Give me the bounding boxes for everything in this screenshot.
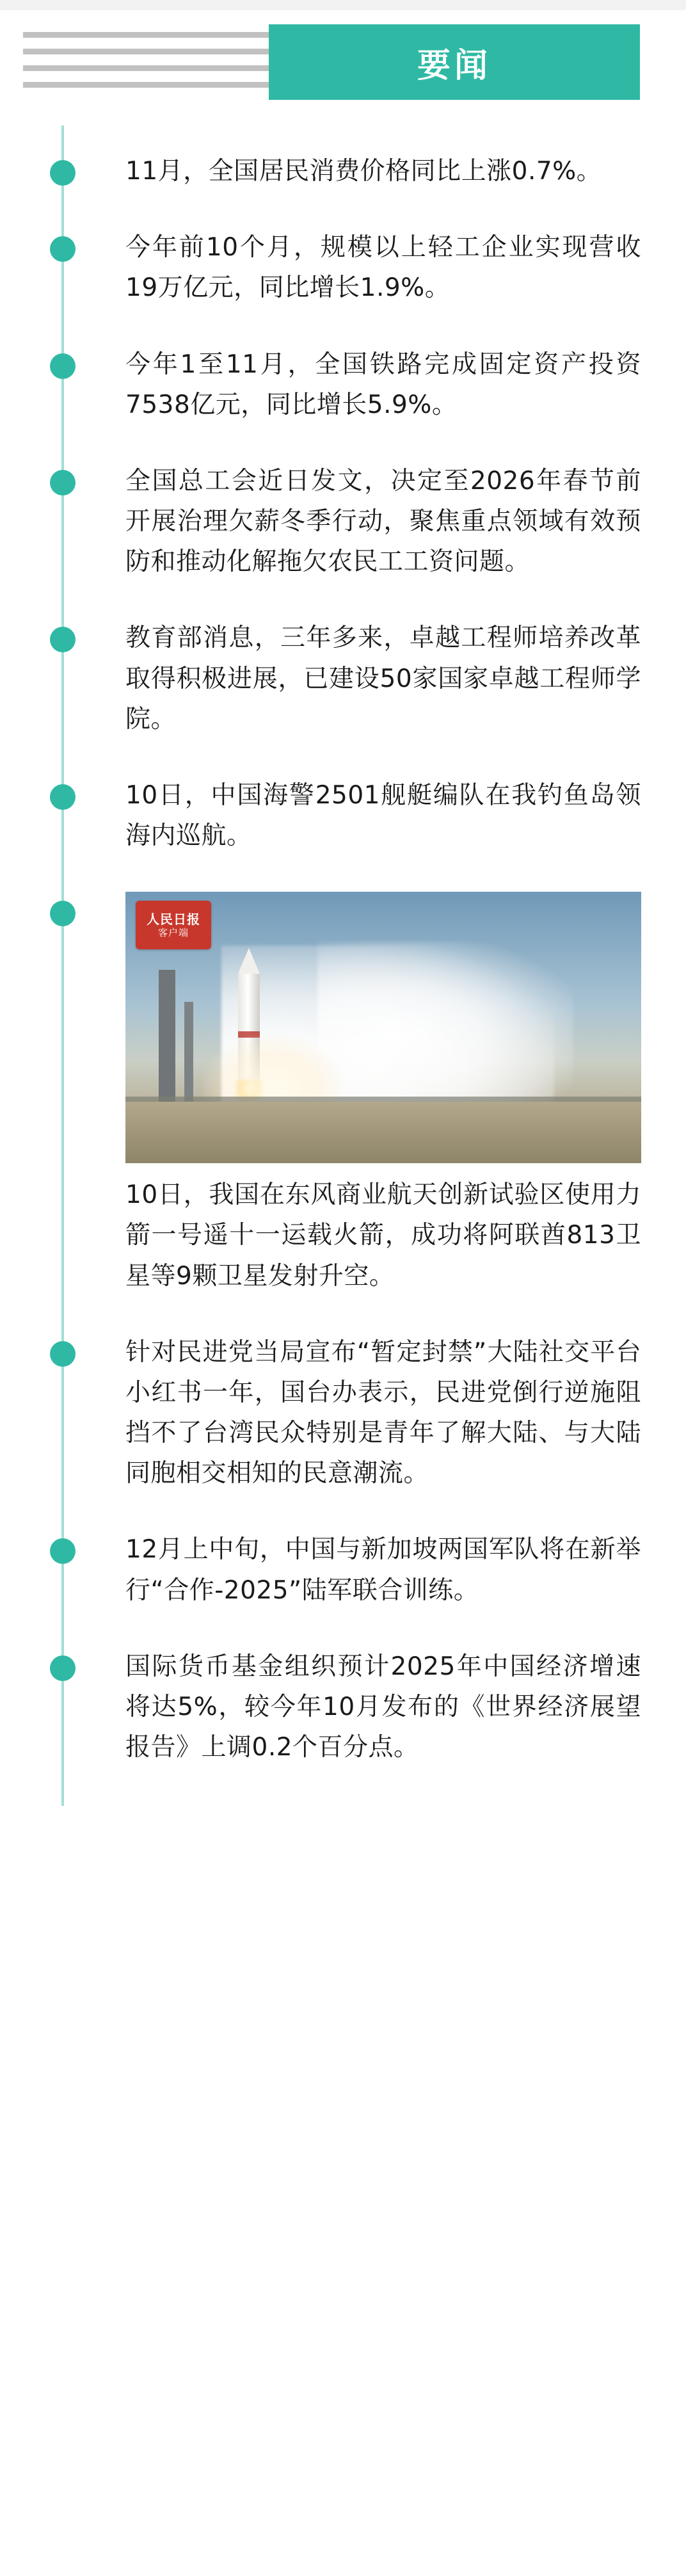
news-item-text: 今年1至11月，全国铁路完成固定资产投资7538亿元，同比增长5.9%。 <box>125 350 641 419</box>
news-item-text: 针对民进党当局宣布“暂定封禁”大陆社交平台小红书一年，国台办表示，民进党倒行逆施阻挡不了台湾民众特别是青年了解大陆、与大陆同胞相交相知的民意潮流。 <box>125 1337 641 1488</box>
news-item-text: 10日，我国在东风商业航天创新试验区使用力箭一号遥十一运载火箭，成功将阿联酋813卫星等9颗卫星发射升空。 <box>125 1180 641 1291</box>
news-item <box>0 1529 686 1610</box>
news-item <box>0 151 686 191</box>
header-stripe <box>23 49 292 54</box>
timeline-dot-icon <box>50 1538 76 1564</box>
watermark-sub-text: 客户端 <box>157 926 189 938</box>
news-item-text: 教育部消息，三年多来，卓越工程师培养改革取得积极进展，已建设50家国家卓越工程师学院。 <box>125 624 641 734</box>
news-item <box>0 344 686 425</box>
news-item-text: 11月，全国居民消费价格同比上涨0.7%。 <box>125 157 602 186</box>
header-stripe <box>23 65 292 71</box>
timeline-dot-icon <box>50 1341 76 1367</box>
timeline-dot-icon <box>50 353 76 379</box>
news-item-with-photo <box>0 892 686 1296</box>
timeline-dot-icon <box>50 160 76 186</box>
header-stripe <box>23 82 292 88</box>
news-item <box>0 461 686 583</box>
news-item <box>0 618 686 739</box>
exhaust-plume <box>317 942 573 1102</box>
timeline-dot-icon <box>50 236 76 262</box>
news-item-text: 10日，中国海警2501舰艇编队在我钓鱼岛领海内巡航。 <box>125 780 641 851</box>
watermark-main-text: 人民日报 <box>147 911 200 927</box>
desert-ground <box>125 1102 641 1163</box>
news-item-text: 国际货币基金组织预计2025年中国经济增速将达5%，较今年10月发布的《世界经济展望报告》上调0.2个百分点。 <box>125 1652 641 1762</box>
news-item <box>0 1332 686 1494</box>
news-item <box>0 227 686 308</box>
horizon-line <box>125 1097 641 1102</box>
timeline-dot-icon <box>50 1655 76 1681</box>
header-top-divider <box>0 0 686 10</box>
section-title-badge <box>269 24 640 100</box>
timeline-dot-icon <box>50 627 76 652</box>
timeline-dot-icon <box>50 784 76 810</box>
timeline-dot-icon <box>50 470 76 495</box>
launch-tower <box>184 1002 193 1104</box>
timeline-dot-icon <box>50 901 76 926</box>
launch-tower <box>159 970 175 1104</box>
header-stripe-decoration <box>23 28 292 99</box>
header-stripe <box>23 32 292 38</box>
news-item-text: 今年前10个月，规模以上轻工企业实现营收19万亿元，同比增长1.9%。 <box>125 233 641 303</box>
publisher-watermark-logo <box>136 901 211 949</box>
news-photo[interactable] <box>125 892 641 1163</box>
news-item <box>0 1646 686 1768</box>
news-item-text: 全国总工会近日发文，决定至2026年春节前开展治理欠薪冬季行动，聚焦重点领域有效预防和推动化解拖欠农民工工资问题。 <box>125 466 641 577</box>
rocket-nose <box>238 948 260 974</box>
page-title: 要闻 <box>417 46 491 85</box>
rocket-launch-photo <box>125 892 641 1163</box>
page-header <box>0 0 686 125</box>
news-timeline <box>0 125 686 1806</box>
news-item-text: 12月上中旬，中国与新加坡两国军队将在新举行“合作-2025”陆军联合训练。 <box>125 1535 641 1605</box>
news-item <box>0 775 686 856</box>
